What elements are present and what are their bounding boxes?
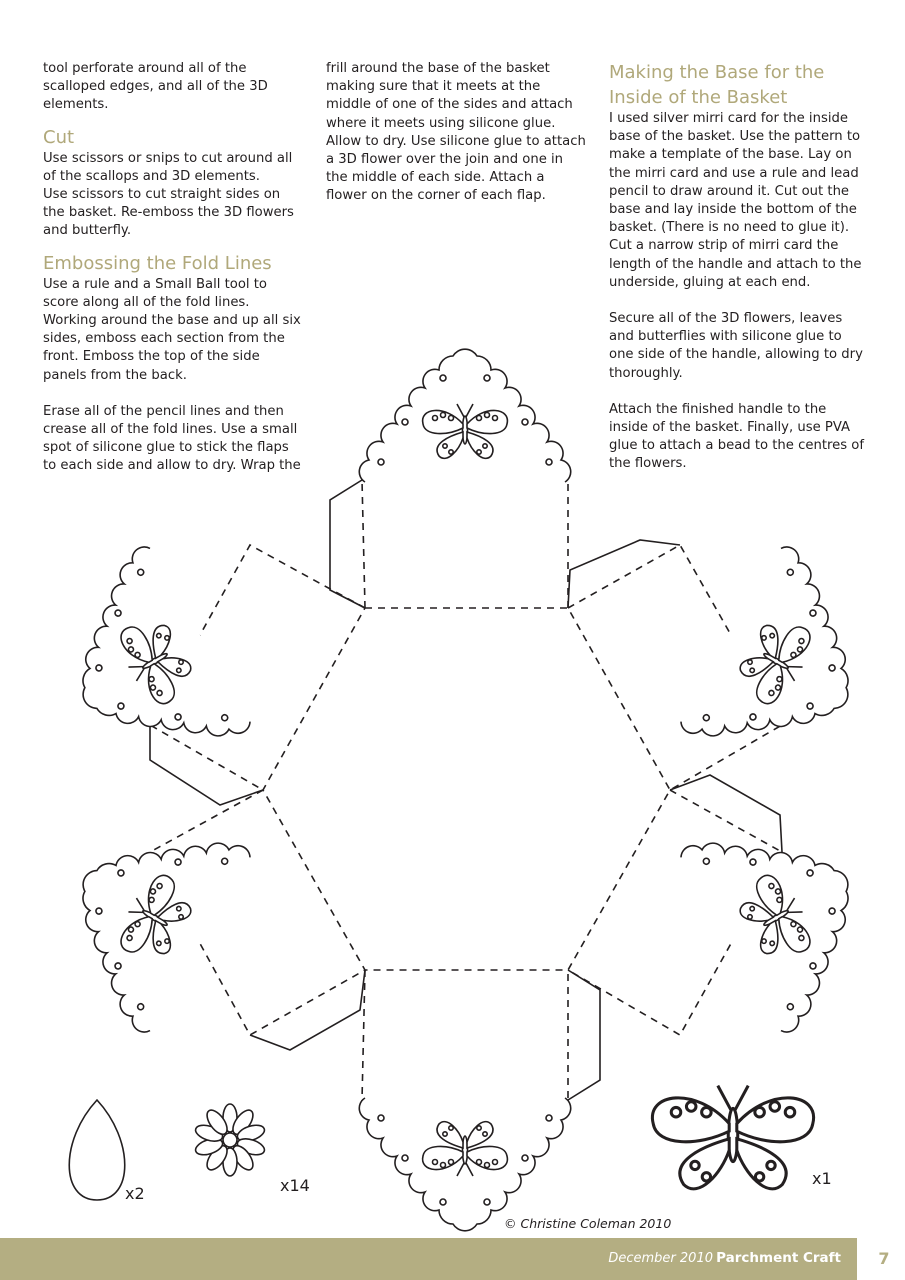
butterfly-shape — [652, 1086, 813, 1189]
magazine-title: Parchment Craft — [716, 1250, 841, 1266]
leaf-shape — [69, 1100, 125, 1200]
heading-cut: Cut — [43, 126, 75, 148]
page-number: 7 — [863, 1238, 905, 1280]
paragraph: Secure all of the 3D flowers, leaves and butterflies with silicone glue to one side of the handle, allowing to dry thoroughly. — [609, 311, 863, 381]
paragraph: I used silver mirri card for the inside base of the basket. Use the pattern to make a template of the base. Lay on the mirri card and use a rule and lead pencil to draw around it. Cut out the base and lay inside the bottom of the basket. (There is no need to glue it). Cut a narrow strip of mirri card the length of the handle and attach to the underside, gluing at each end. — [609, 111, 862, 290]
side-panel-lower-left — [32, 786, 365, 1050]
paragraph: Attach the finished handle to the inside of the basket. Finally, use PVA glue to attach a bead to the centres of the flowers. — [609, 401, 865, 472]
flower-shape — [194, 1104, 267, 1176]
paragraph: Use scissors or snips to cut around all of the scallops and 3D elements. — [43, 150, 293, 184]
butterfly-count: x1 — [812, 1169, 832, 1188]
side-panel-upper-right — [568, 540, 899, 793]
copyright-notice: © Christine Coleman 2010 — [504, 1216, 672, 1231]
issue-date: December 2010 — [608, 1251, 713, 1266]
side-panel-upper-left — [32, 543, 365, 805]
page-footer — [0, 1238, 905, 1280]
paragraph: Use a rule and a Small Ball tool to score along all of the fold lines. — [43, 276, 267, 310]
paragraph: Use scissors to cut straight sides on the basket. Re-emboss the 3D flowers and butterfly. — [43, 187, 294, 239]
heading-making-base: Making the Base for the Inside of the Basket — [609, 62, 825, 108]
flower-count: x14 — [280, 1176, 310, 1195]
side-panel-lower-right — [568, 775, 899, 1036]
paragraph: frill around the base of the basket making sure that it meets at the middle of one of the sides and attach where it meets using silicone glue. Allow to dry. Use silicone glue to attach a 3D flower over the join and one in the middle of each side. Attach a flower on the corner of each flap. — [326, 61, 586, 204]
paragraph: Working around the base and up all six sides, emboss each section from the front. Emboss the top of the side panels from the back. — [43, 313, 301, 383]
leaf-count: x2 — [125, 1184, 145, 1203]
side-panel-top — [330, 349, 571, 608]
paragraph: Erase all of the pencil lines and then crease all of the fold lines. Use a small spot of silicone glue to stick the flaps to each side and allow to dry. Wrap the — [43, 403, 301, 474]
paragraph: tool perforate around all of the scalloped edges, and all of the 3D elements. — [43, 61, 268, 113]
hexagon-base — [263, 608, 670, 970]
heading-embossing: Embossing the Fold Lines — [43, 252, 272, 274]
side-panel-bottom — [359, 970, 600, 1231]
